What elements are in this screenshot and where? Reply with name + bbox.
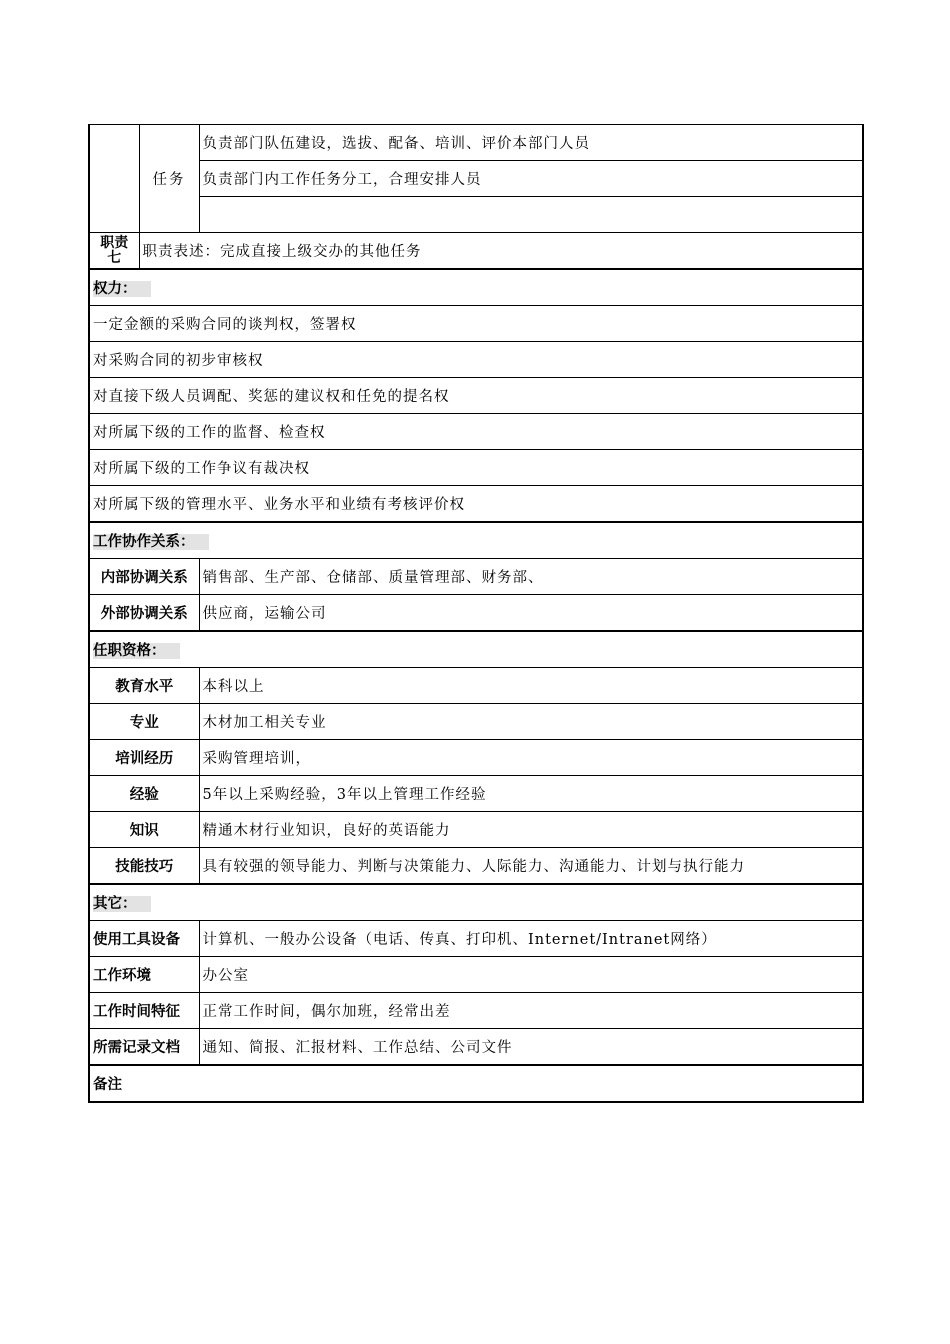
task-item: [199, 197, 863, 233]
cooperation-row: [89, 559, 863, 595]
other-label: 工作时间特征: [89, 993, 199, 1029]
authority-header-text: 权力：: [93, 281, 151, 297]
cooperation-row: [89, 595, 863, 632]
duty-blank-cell: [89, 125, 139, 233]
duty7-description: 职责表述：完成直接上级交办的其他任务: [139, 233, 863, 270]
cooperation-label: 内部协调关系: [89, 559, 199, 595]
other-value: 正常工作时间，偶尔加班，经常出差: [199, 993, 863, 1029]
authority-row: [89, 378, 863, 414]
authority-row: [89, 450, 863, 486]
cooperation-value: 供应商，运输公司: [199, 595, 863, 632]
authority-item: 对直接下级人员调配、奖惩的建议权和任免的提名权: [89, 378, 863, 414]
task-row-3: [89, 197, 863, 233]
qualification-value: 采购管理培训，: [199, 740, 863, 776]
qualifications-header: [89, 631, 863, 668]
authority-item: 对采购合同的初步审核权: [89, 342, 863, 378]
other-row: [89, 921, 863, 957]
other-row: [89, 1029, 863, 1066]
qualification-row: [89, 848, 863, 885]
qualification-label: 经验: [89, 776, 199, 812]
authority-item: 对所属下级的管理水平、业务水平和业绩有考核评价权: [89, 486, 863, 523]
other-header-text: 其它：: [93, 896, 151, 912]
authority-item: 对所属下级的工作的监督、检查权: [89, 414, 863, 450]
other-label: 使用工具设备: [89, 921, 199, 957]
other-value: 通知、简报、汇报材料、工作总结、公司文件: [199, 1029, 863, 1066]
other-header: [89, 884, 863, 921]
other-value: 计算机、一般办公设备（电话、传真、打印机、Internet/Intranet网络）: [199, 921, 863, 957]
authority-item: 对所属下级的工作争议有裁决权: [89, 450, 863, 486]
task-item: 负责部门内工作任务分工，合理安排人员: [199, 161, 863, 197]
qualification-value: 具有较强的领导能力、判断与决策能力、人际能力、沟通能力、计划与执行能力: [199, 848, 863, 885]
task-row-2: [89, 161, 863, 197]
duty7-label-line1: 职责: [100, 234, 129, 251]
remarks-row: [89, 1065, 863, 1102]
cooperation-header: [89, 522, 863, 559]
other-header-row: [89, 884, 863, 921]
authority-header-row: [89, 269, 863, 306]
qualification-row: [89, 812, 863, 848]
authority-row: [89, 414, 863, 450]
task-row-1: [89, 125, 863, 161]
cooperation-value: 销售部、生产部、仓储部、质量管理部、财务部、: [199, 559, 863, 595]
qualification-row: [89, 740, 863, 776]
qualification-label: 知识: [89, 812, 199, 848]
duty7-label: [89, 233, 139, 270]
cooperation-header-text: 工作协作关系：: [93, 534, 209, 550]
authority-row: [89, 306, 863, 342]
qualification-label: 教育水平: [89, 668, 199, 704]
qualification-label: 专业: [89, 704, 199, 740]
qualification-row: [89, 668, 863, 704]
qualification-value: 5年以上采购经验，3年以上管理工作经验: [199, 776, 863, 812]
authority-row: [89, 342, 863, 378]
duty7-label-line2: 七: [107, 249, 122, 266]
other-value: 办公室: [199, 957, 863, 993]
job-description-table: [88, 124, 864, 1103]
authority-item: 一定金额的采购合同的谈判权，签署权: [89, 306, 863, 342]
authority-row: [89, 486, 863, 523]
qualification-label: 技能技巧: [89, 848, 199, 885]
qualification-value: 精通木材行业知识，良好的英语能力: [199, 812, 863, 848]
job-description-page: [88, 124, 862, 1103]
cooperation-header-row: [89, 522, 863, 559]
other-row: [89, 957, 863, 993]
qualifications-header-text: 任职资格：: [93, 643, 180, 659]
qualification-value: 本科以上: [199, 668, 863, 704]
duty7-row: [89, 233, 863, 270]
remarks-label: 备注: [89, 1065, 863, 1102]
qualification-row: [89, 776, 863, 812]
authority-header: [89, 269, 863, 306]
qualification-value: 木材加工相关专业: [199, 704, 863, 740]
tasks-label: 任务: [139, 125, 199, 233]
other-label: 工作环境: [89, 957, 199, 993]
qualification-row: [89, 704, 863, 740]
cooperation-label: 外部协调关系: [89, 595, 199, 632]
qualifications-header-row: [89, 631, 863, 668]
qualification-label: 培训经历: [89, 740, 199, 776]
task-item: 负责部门队伍建设，选拔、配备、培训、评价本部门人员: [199, 125, 863, 161]
other-label: 所需记录文档: [89, 1029, 199, 1066]
other-row: [89, 993, 863, 1029]
